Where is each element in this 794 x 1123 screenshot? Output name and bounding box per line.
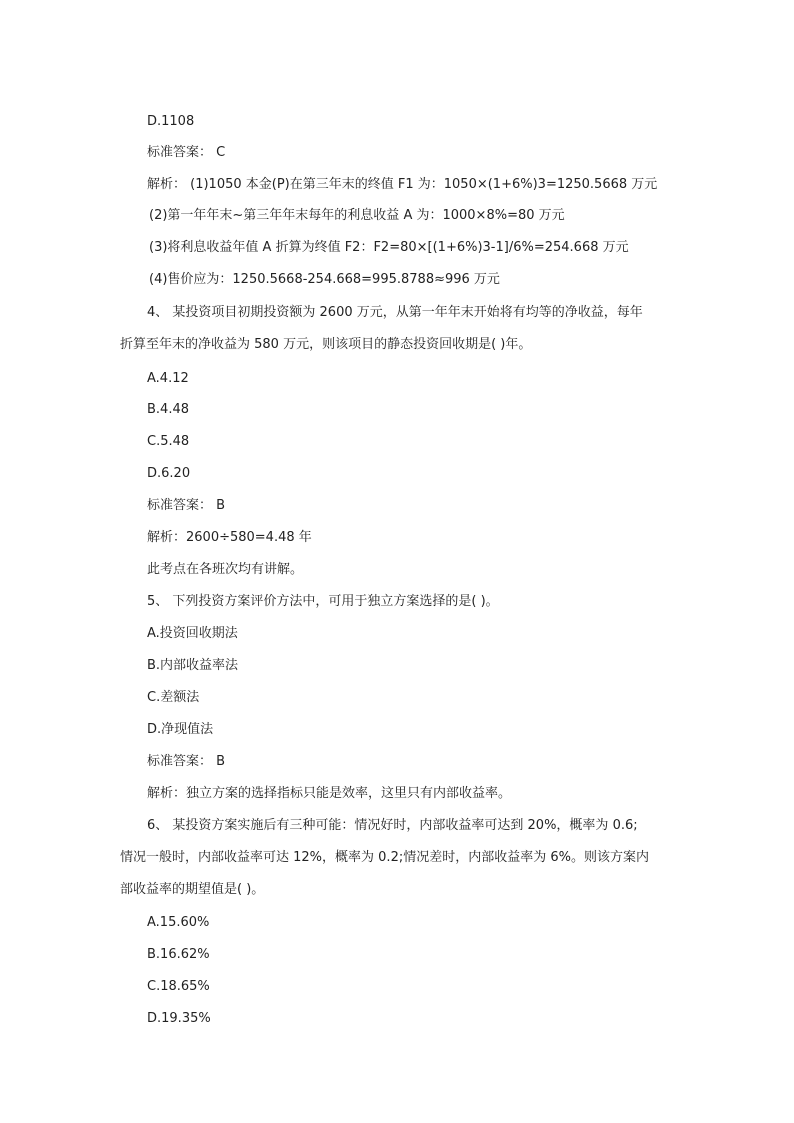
q5-option-b: B.内部收益率法 bbox=[147, 658, 239, 673]
q6-option-b: B.16.62% bbox=[147, 947, 210, 962]
q5-analysis: 解析：独立方案的选择指标只能是效率，这里只有内部收益率。 bbox=[147, 786, 512, 801]
q4-stem-line2: 折算至年末的净收益为 580 万元，则该项目的静态投资回收期是( )年。 bbox=[120, 337, 532, 352]
q4-stem-line1: 4、 某投资项目初期投资额为 2600 万元，从第一年年末开始将有均等的净收益，每年 bbox=[147, 305, 643, 320]
q4-option-d: D.6.20 bbox=[147, 466, 191, 481]
q3-analysis-1: 解析： (1)1050 本金(P)在第三年末的终值 F1 为：1050×(1+6%)3=1250.5668 万元 bbox=[147, 177, 658, 192]
q5-option-d: D.净现值法 bbox=[147, 722, 214, 737]
q4-option-c: C.5.48 bbox=[147, 434, 190, 449]
q3-analysis-3: (3)将利息收益年值 A 折算为终值 F2：F2=80×[(1+6%)3-1]/6%=254.668 万元 bbox=[149, 240, 629, 255]
q4-option-b: B.4.48 bbox=[147, 402, 189, 417]
q5-stem: 5、 下列投资方案评价方法中，可用于独立方案选择的是( )。 bbox=[147, 594, 499, 609]
q6-stem-line3: 部收益率的期望值是( )。 bbox=[120, 882, 265, 897]
q4-answer: 标准答案： B bbox=[147, 498, 226, 513]
q6-stem-line1: 6、 某投资方案实施后有三种可能：情况好时，内部收益率可达到 20%，概率为 0.6; bbox=[147, 818, 638, 833]
q3-answer: 标准答案： C bbox=[147, 145, 226, 160]
q4-analysis: 解析：2600÷580=4.48 年 bbox=[147, 530, 312, 545]
q6-option-a: A.15.60% bbox=[147, 915, 210, 930]
q4-option-a: A.4.12 bbox=[147, 371, 189, 386]
q5-answer: 标准答案： B bbox=[147, 754, 226, 769]
q6-option-c: C.18.65% bbox=[147, 979, 210, 994]
q6-option-d: D.19.35% bbox=[147, 1011, 211, 1026]
q3-analysis-4: (4)售价应为：1250.5668-254.668=995.8788≈996 万元 bbox=[149, 272, 500, 287]
q6-stem-line2: 情况一般时，内部收益率可达 12%，概率为 0.2;情况差时，内部收益率为 6%。则该方案内 bbox=[120, 850, 649, 865]
q5-option-a: A.投资回收期法 bbox=[147, 626, 238, 641]
q3-analysis-2: (2)第一年年末~第三年年末每年的利息收益 A 为：1000×8%=80 万元 bbox=[149, 208, 565, 223]
q4-note: 此考点在各班次均有讲解。 bbox=[147, 562, 304, 577]
q3-option-d: D.1108 bbox=[147, 114, 195, 129]
q5-option-c: C.差额法 bbox=[147, 690, 200, 705]
